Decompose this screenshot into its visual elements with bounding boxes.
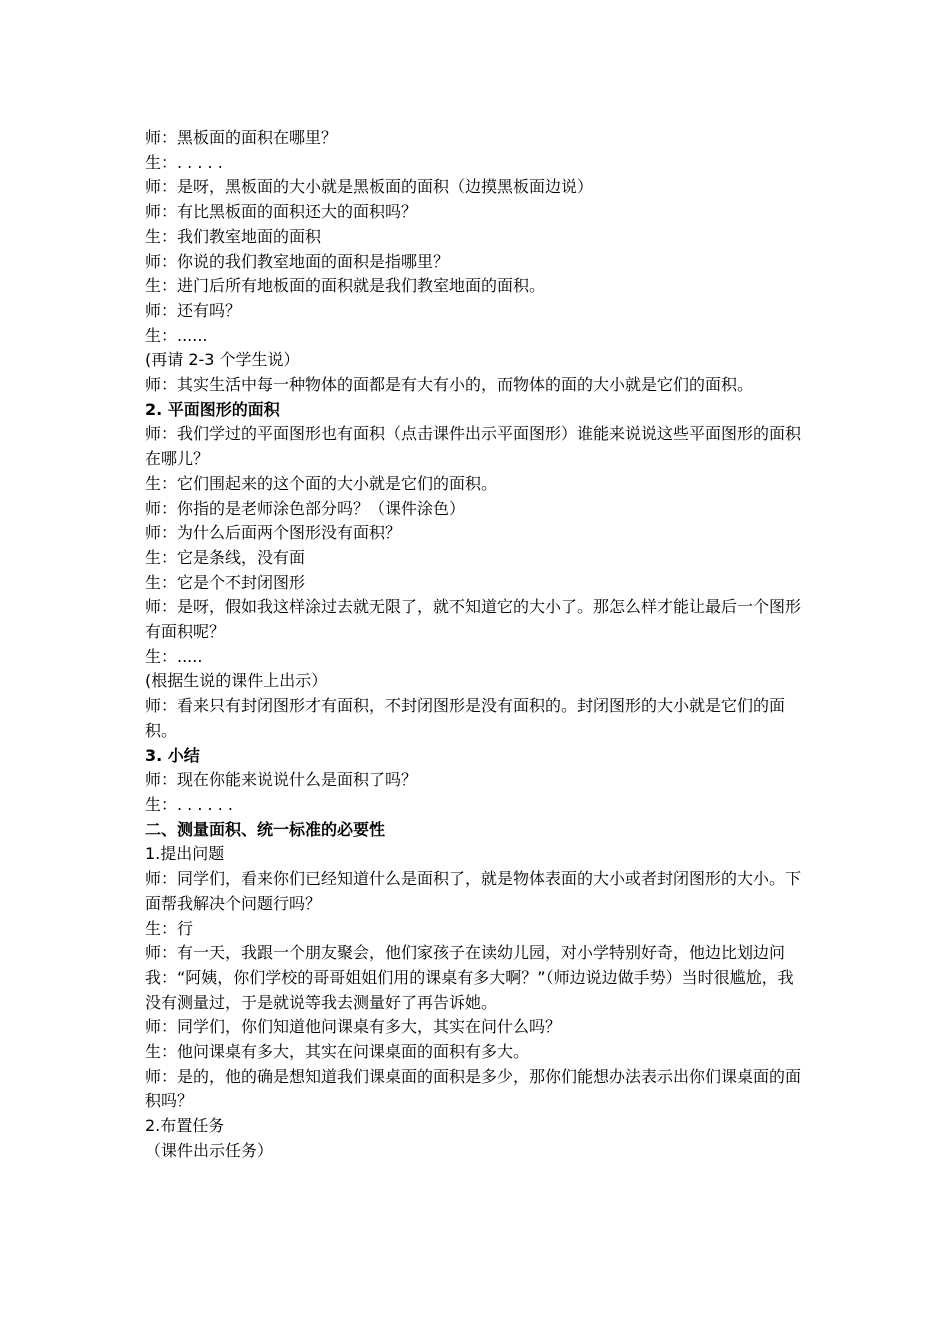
text-line: 生：......: [145, 325, 208, 345]
text-line: 师：你说的我们教室地面的面积是指哪里？: [145, 251, 450, 271]
document-body: [145, 126, 809, 1164]
text-line: 师：还有吗？: [145, 300, 242, 320]
text-line: 生：它是个不封闭图形: [145, 572, 306, 592]
subsection-heading: 1.提出问题: [145, 844, 225, 864]
text-line: 师：为什么后面两个图形没有面积？: [145, 523, 402, 543]
text-line: 师：看来只有封闭图形才有面积，不封闭图形是没有面积的。封闭图形的大小就是它们的面积。: [145, 696, 786, 740]
text-line: 生：. . . . . .: [145, 794, 233, 814]
text-line: （课件出示任务）: [145, 1140, 274, 1160]
text-line: 师：是呀，黑板面的大小就是黑板面的面积（边摸黑板面边说）: [145, 177, 594, 197]
text-line: 生：它是条线，没有面: [145, 547, 306, 567]
text-line: 师：其实生活中每一种物体的面都是有大有小的，而物体的面的大小就是它们的面积。: [145, 375, 754, 395]
section-heading: 3. 小结: [145, 745, 200, 765]
text-line: (再请 2-3 个学生说）: [145, 350, 300, 370]
text-line: 师：我们学过的平面图形也有面积（点击课件出示平面图形）谁能来说说这些平面图形的面积在哪儿？: [145, 424, 802, 469]
text-line: 师：现在你能来说说什么是面积了吗？: [145, 770, 418, 790]
text-line: 师：是的，他的确是想知道我们课桌面的面积是多少，那你们能想办法表示出你们课桌面的面积吗？: [145, 1066, 802, 1111]
subsection-heading: 2.布置任务: [145, 1116, 225, 1136]
section-heading: 二、测量面积、统一标准的必要性: [145, 819, 386, 839]
text-line: 生：进门后所有地板面的面积就是我们教室地面的面积。: [145, 276, 546, 296]
text-line: (根据生说的课件上出示）: [145, 671, 328, 691]
text-line: 师：是呀，假如我这样涂过去就无限了，就不知道它的大小了。那怎么样才能让最后一个图形有面积呢？: [145, 597, 802, 642]
text-line: 生：他问课桌有多大，其实在问课桌面的面积有多大。: [145, 1042, 530, 1062]
text-line: 师：有比黑板面的面积还大的面积吗？: [145, 202, 418, 222]
text-line: 师：你指的是老师涂色部分吗？（课件涂色）: [145, 498, 466, 518]
text-line: 生：它们围起来的这个面的大小就是它们的面积。: [145, 473, 498, 493]
text-line: 生：行: [145, 918, 194, 938]
text-line: 师：同学们，你们知道他问课桌有多大，其实在问什么吗？: [145, 1017, 562, 1037]
text-line: 生：. . . . .: [145, 152, 223, 172]
text-line: 师：同学们，看来你们已经知道什么是面积了，就是物体表面的大小或者封闭图形的大小。下面帮我解决个问题行吗？: [145, 869, 802, 913]
text-line: 生：我们教室地面的面积: [145, 226, 322, 246]
text-line: 生：.....: [145, 646, 203, 666]
text-line: 师：黑板面的面积在哪里？: [145, 128, 338, 147]
text-line: 师：有一天，我跟一个朋友聚会，他们家孩子在读幼儿园，对小学特别好奇，他边比划边问我：“阿姨，你们学校的哥哥姐姐们用的课桌有多大啊？”（师边说边做手势）当时很尴尬，我没有测量过，于是就说等我去测量好了再告诉她。: [145, 943, 794, 1012]
section-heading: 2. 平面图形的面积: [145, 399, 280, 419]
